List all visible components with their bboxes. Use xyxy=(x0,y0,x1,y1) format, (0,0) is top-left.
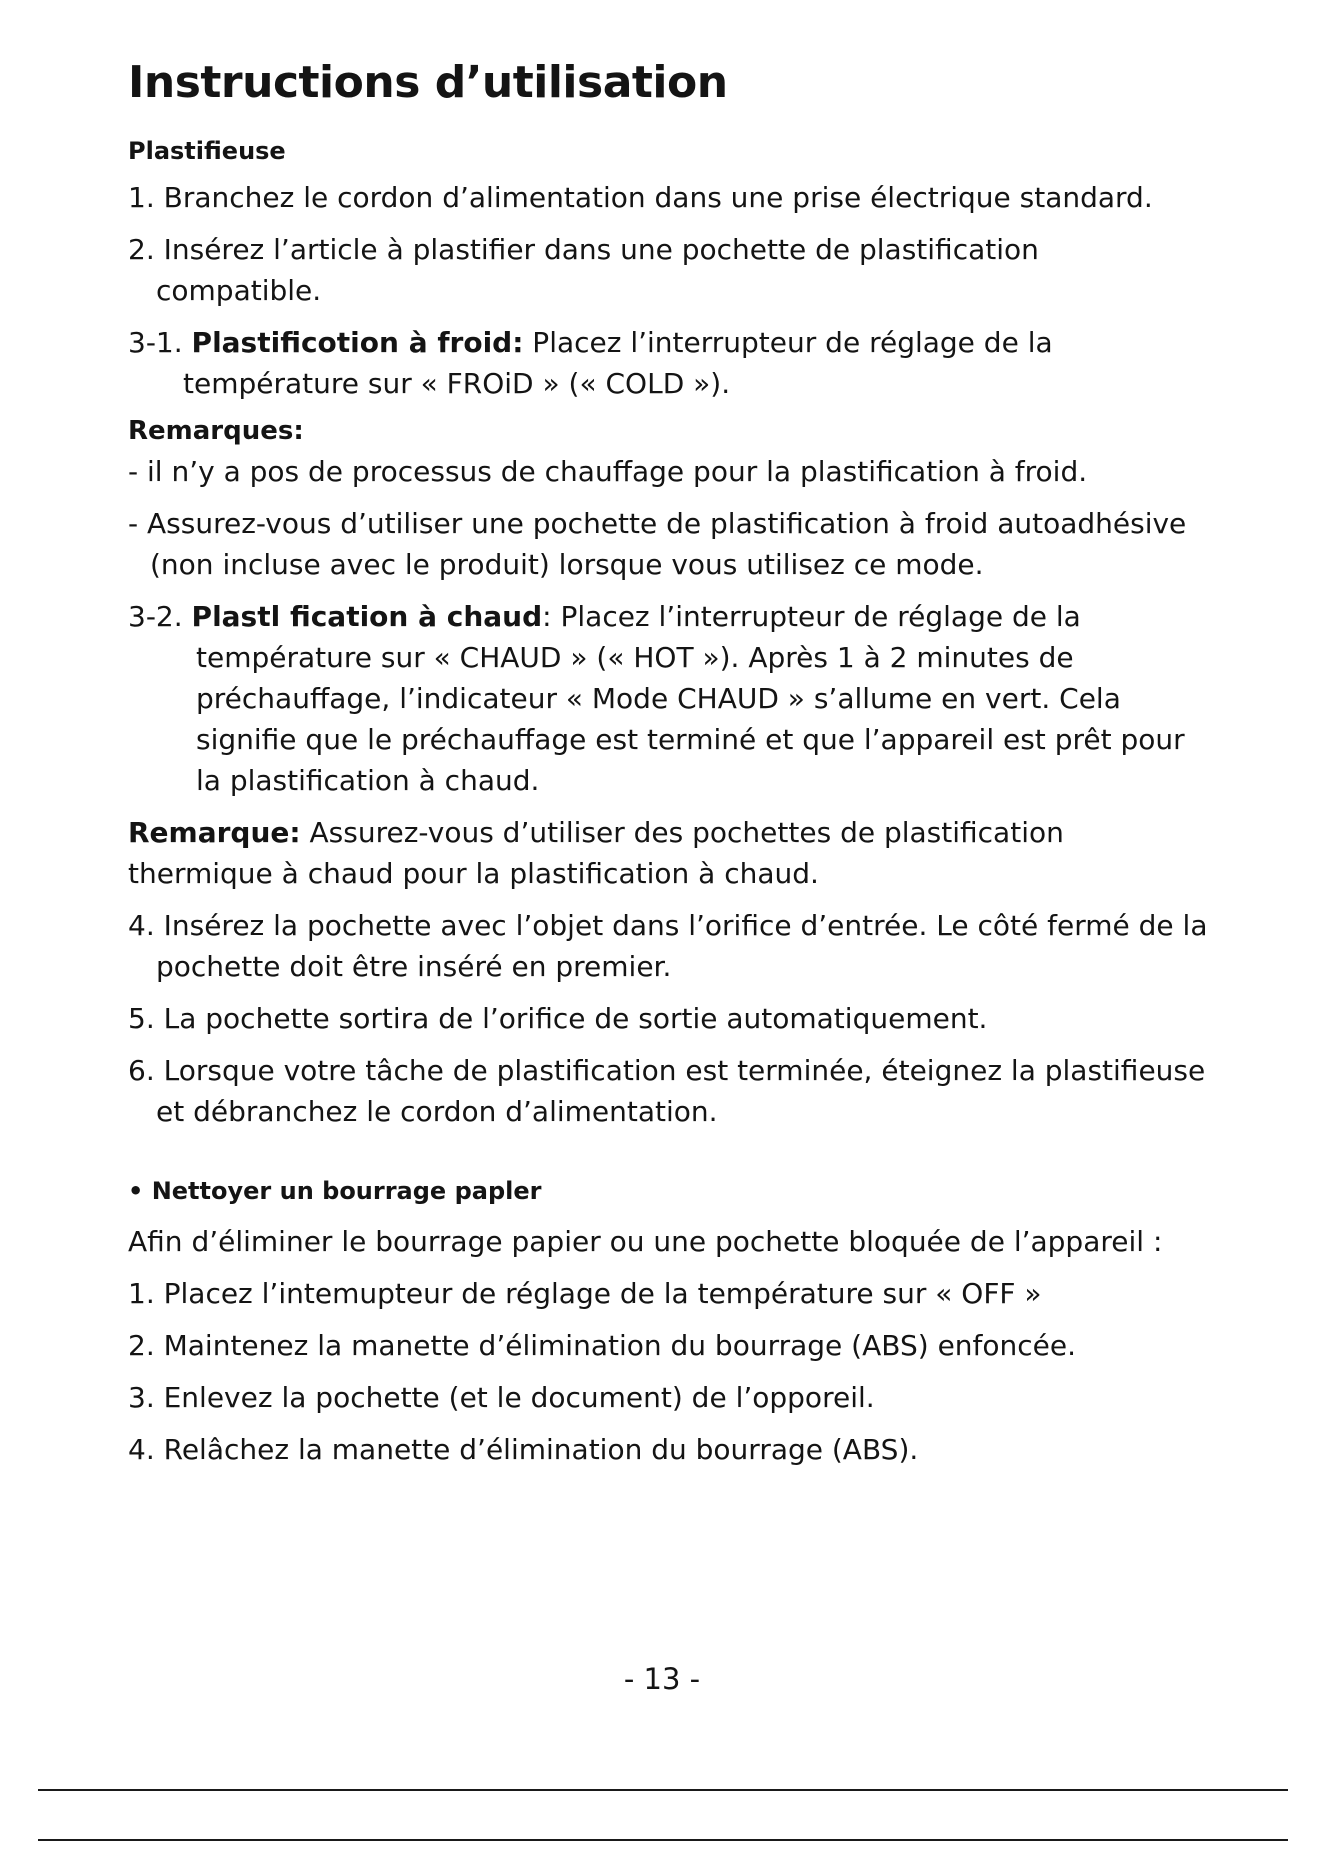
jam-step-4: 4. Relâchez la manette d’élimination du bourrage (ABS). xyxy=(128,1432,919,1466)
step-3-1-heading: Plastificotion à froid: xyxy=(191,325,524,359)
section-heading: Plastifieuse xyxy=(128,136,286,165)
step-3-2-heading: Plastl fication à chaud xyxy=(191,599,543,633)
paper-jam-intro: Afin d’éliminer le bourrage papier ou une pochette bloquée de l’appareil : xyxy=(128,1224,1163,1258)
step-2: 2. Insérez l’article à plastifier dans une pochette de plastification compatible. xyxy=(128,232,1039,307)
remark-note xyxy=(128,812,1208,894)
jam-step-3: 3. Enlevez la pochette (et le document) de l’opporeil. xyxy=(128,1380,875,1414)
step-3-2 xyxy=(128,596,1208,801)
jam-step-1: 1. Placez l’intemupteur de réglage de la température sur « OFF » xyxy=(128,1276,1042,1310)
footer-divider-top xyxy=(38,1789,1288,1791)
paper-jam-heading: • Nettoyer un bourrage papler xyxy=(128,1176,542,1205)
step-3-1 xyxy=(128,322,1208,404)
step-1: 1. Branchez le cordon d’alimentation dans une prise électrique standard. xyxy=(128,180,1153,214)
jam-step-2: 2. Maintenez la manette d’élimination du bourrage (ABS) enfoncée. xyxy=(128,1328,1077,1362)
page-number: - 13 - xyxy=(623,1662,701,1696)
remark-2: - Assurez-vous d’utiliser une pochette de plastification à froid autoadhésive (non incluse avec le produit) lorsque vous utilisez ce mode. xyxy=(128,506,1187,581)
page-title: Instructions d’utilisation xyxy=(128,57,728,108)
step-3-2-number: 3-2. xyxy=(128,599,192,633)
remarks-heading: Remarques: xyxy=(128,415,304,446)
step-6: 6. Lorsque votre tâche de plastification est terminée, éteignez la plastifieuse et débranchez le cordon d’alimentation. xyxy=(128,1053,1206,1128)
document-page xyxy=(128,58,1208,1481)
remark-note-heading: Remarque: xyxy=(128,815,301,849)
step-3-1-number: 3-1. xyxy=(128,325,192,359)
step-3-2-text: : Placez l’interrupteur de réglage de la température sur « CHAUD » (« HOT »). Après 1 à 2 minutes de préchauffage, l’indicateur « Mode CHAUD » s’allume en vert. Cela signifie que le préchauffage est terminé et que l’appareil est prêt pour la plastification à chaud. xyxy=(196,599,1185,797)
remark-1: - il n’y a pos de processus de chauffage pour la plastification à froid. xyxy=(128,454,1088,488)
remark-note-text: Assurez-vous d’utiliser des pochettes de plastification thermique à chaud pour la plastification à chaud. xyxy=(128,815,1064,890)
step-3-1-text: Placez l’interrupteur de réglage de la température sur « FROiD » (« COLD »). xyxy=(183,325,1053,400)
step-5: 5. La pochette sortira de l’orifice de sortie automatiquement. xyxy=(128,1001,988,1035)
step-4: 4. Insérez la pochette avec l’objet dans l’orifice d’entrée. Le côté fermé de la pochette doit être inséré en premier. xyxy=(128,908,1208,983)
footer-divider-bottom xyxy=(38,1839,1288,1841)
